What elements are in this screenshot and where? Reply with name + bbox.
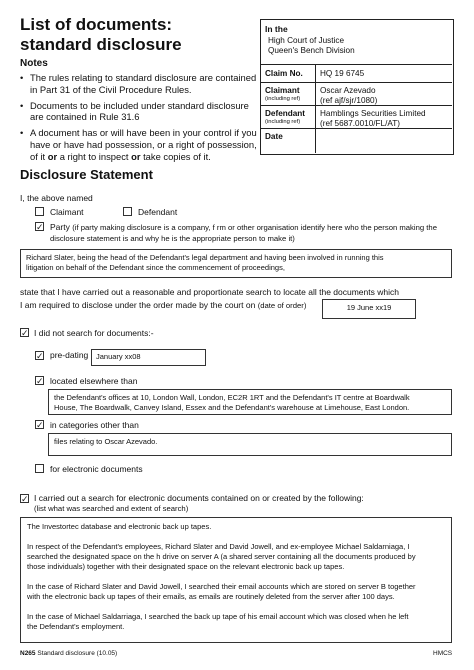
date-of-order-label: (date of order) bbox=[257, 301, 307, 310]
did-not-search-checkbox[interactable] bbox=[20, 328, 29, 337]
defendant-option-label: Defendant bbox=[138, 207, 178, 217]
pre-dating-field[interactable] bbox=[91, 349, 206, 366]
footer-form-code bbox=[20, 650, 117, 657]
did-not-search-label: I did not search for documents:- bbox=[34, 328, 154, 338]
checkmark-icon: ✓ bbox=[36, 222, 44, 232]
form-title bbox=[20, 15, 250, 55]
claim-no-value[interactable]: HQ 19 6745 bbox=[320, 69, 365, 78]
defendant-ref: (ref 5687.0010/FL/AT) bbox=[320, 119, 400, 128]
located-elsewhere-field[interactable] bbox=[48, 389, 452, 415]
claimant-option-label: Claimant bbox=[50, 207, 84, 217]
located-elsewhere-checkbox[interactable] bbox=[35, 376, 44, 385]
court-name bbox=[268, 36, 448, 56]
pre-dating-checkbox[interactable] bbox=[35, 351, 44, 360]
elsewhere-line1: the Defendant's offices at 10, London Wall, London, EC2R 1RT and the Defendant's IT centre at Boardwalk bbox=[54, 393, 410, 402]
court-column-divider bbox=[315, 64, 316, 153]
checkmark-icon: ✓ bbox=[36, 420, 44, 430]
party-option-label: Party bbox=[50, 222, 70, 232]
note-text: take copies of it. bbox=[140, 150, 211, 162]
defendant-sublabel: (including ref) bbox=[265, 119, 301, 125]
carried-out-search-note: (list what was searched and extent of search) bbox=[34, 503, 189, 513]
electronic-p2-line3: those individuals) together with their designated space on the relevant electronic back up tapes. bbox=[27, 562, 345, 571]
claimant-checkbox[interactable] bbox=[35, 207, 44, 216]
note-item: • Documents to be included under standard disclosure are contained in Rule 31.6 bbox=[20, 100, 260, 124]
note-or: or bbox=[47, 150, 58, 162]
party-note-line2: disclosure statement is and why he is the appropriate person to make it) bbox=[50, 233, 295, 243]
form-title-line2: standard disclosure bbox=[20, 35, 182, 54]
defendant-label bbox=[265, 109, 305, 126]
checkmark-icon: ✓ bbox=[21, 328, 29, 338]
party-note-line1: (if party making disclosure is a company, f rm or other organisation identify here who the person making the bbox=[72, 223, 437, 232]
intro-text: I, the above named bbox=[20, 193, 93, 203]
order-date-field[interactable] bbox=[322, 299, 416, 319]
order-statement bbox=[20, 300, 306, 312]
located-elsewhere-label: located elsewhere than bbox=[50, 376, 138, 386]
note-text: A document has or will have been in your control if you have or have had possession, or a right of possession, of it bbox=[30, 127, 257, 162]
electronic-documents-label: for electronic documents bbox=[50, 464, 143, 474]
categories-checkbox[interactable] bbox=[35, 420, 44, 429]
electronic-p4-line2: the Defendant's employment. bbox=[27, 622, 125, 631]
note-or: or bbox=[131, 150, 141, 162]
notes-list bbox=[20, 72, 260, 167]
pre-dating-label: pre-dating bbox=[50, 350, 89, 360]
defendant-name: Hamblings Securities Limited bbox=[320, 109, 426, 118]
defendant-checkbox[interactable] bbox=[123, 207, 132, 216]
disclosure-statement-heading: Disclosure Statement bbox=[20, 167, 153, 182]
party-checkbox[interactable] bbox=[35, 222, 44, 231]
form-title-line1: List of documents: bbox=[20, 15, 173, 34]
electronic-p4-line1: In the case of Michael Saldarriaga, I searched the back up tape of his email account which was closed when he left bbox=[27, 612, 409, 621]
footer-code: N265 bbox=[20, 650, 36, 657]
order-statement-text: I am required to disclose under the order made by the court on bbox=[20, 300, 256, 310]
defendant-value[interactable] bbox=[320, 109, 450, 129]
claimant-name: Oscar Azevado bbox=[320, 86, 376, 95]
court-name-line1: High Court of Justice bbox=[268, 36, 344, 45]
person-line1: Richard Slater, being the head of the Defendant's legal department and having been involved in running this bbox=[26, 253, 384, 262]
order-date-value: 19 June xx19 bbox=[346, 303, 392, 312]
categories-label: in categories other than bbox=[50, 420, 139, 430]
carried-out-search-label bbox=[34, 493, 364, 514]
court-divider bbox=[260, 64, 452, 65]
claimant-sublabel: (including ref) bbox=[265, 96, 301, 102]
claimant-value[interactable] bbox=[320, 86, 450, 106]
pre-dating-value: January xx08 bbox=[96, 352, 141, 361]
claimant-label-text: Claimant bbox=[265, 86, 300, 95]
checkmark-icon: ✓ bbox=[36, 376, 44, 386]
electronic-p2-line1: In respect of the Defendant's employees, Richard Slater and David Jowell, and ex-employee Michael Saldarniaga, I bbox=[27, 542, 410, 551]
electronic-search-field[interactable] bbox=[20, 517, 452, 643]
carried-out-search-text: I carried out a search for electronic documents contained on or created by the following: bbox=[34, 493, 364, 503]
claim-no-label: Claim No. bbox=[265, 69, 303, 78]
defendant-label-text: Defendant bbox=[265, 109, 306, 118]
date-label: Date bbox=[265, 132, 283, 141]
carried-out-search-checkbox[interactable] bbox=[20, 494, 29, 503]
electronic-p1: The Investortec database and electronic back up tapes. bbox=[27, 522, 212, 531]
party-option bbox=[50, 222, 450, 244]
elsewhere-line2: House, The Boardwalk, Canvey Island, Essex and the Defendant's warehouse at Limehouse, East London. bbox=[54, 403, 410, 412]
electronic-p3-line2: with the electronic back up tapes of their emails, as emails are routinely deleted from the server after 100 days. bbox=[27, 592, 395, 601]
categories-value: files relating to Oscar Azevado. bbox=[54, 437, 158, 446]
electronic-p2-line2: searched the designated space on the h drive on server A (a shared server containing all the documents produced by bbox=[27, 552, 416, 561]
checkmark-icon: ✓ bbox=[36, 351, 44, 361]
electronic-p3-line1: In the case of Richard Slater and David Jowell, I searched their email accounts which are stored on server B together bbox=[27, 582, 416, 591]
note-item-control bbox=[20, 127, 260, 162]
person-line2: litigation on behalf of the Defendant since the commencement of proceedings, bbox=[26, 263, 285, 272]
electronic-documents-checkbox[interactable] bbox=[35, 464, 44, 473]
date-field[interactable] bbox=[320, 131, 448, 149]
court-divider bbox=[260, 82, 452, 83]
claimant-ref: (ref ajf/sjr/1080) bbox=[320, 96, 378, 105]
footer-form-name: Standard disclosure (10.05) bbox=[37, 650, 118, 657]
note-text: a right to inspect bbox=[57, 150, 132, 162]
categories-field[interactable] bbox=[48, 433, 452, 456]
checkmark-icon: ✓ bbox=[21, 494, 29, 504]
search-statement: state that I have carried out a reasonable and proportionate search to locate all the documents which bbox=[20, 287, 399, 297]
person-making-statement-field[interactable] bbox=[20, 249, 452, 278]
footer-agency: HMCS bbox=[433, 650, 453, 657]
claimant-label bbox=[265, 86, 300, 103]
court-in-the-label: In the bbox=[265, 24, 288, 34]
court-name-line2: Queen's Bench Division bbox=[268, 46, 355, 55]
note-item: • The rules relating to standard disclosure are contained in Part 31 of the Civil Procedure Rules. bbox=[20, 72, 260, 96]
notes-heading: Notes bbox=[20, 58, 48, 69]
